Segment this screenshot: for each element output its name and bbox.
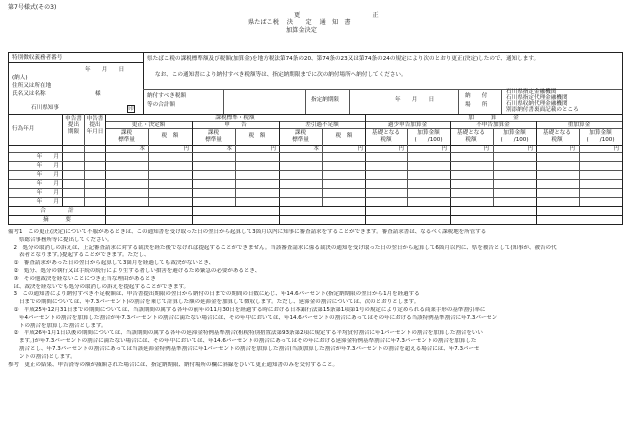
document-title <box>248 12 398 34</box>
tax-base-header-2: 標準量 <box>205 137 222 143</box>
note-line: 日までの期間については、年7.3パーセント)の割合を乗じて計算した額の延滞金を加算して徴収します。ただし、延滞金の割合については、次のとおりとします。 <box>8 299 420 306</box>
tax-total-label-2: 等の合計額 <box>147 102 175 108</box>
notes-section <box>8 229 624 369</box>
penalty-rate-header: ( /100) <box>500 137 529 143</box>
penalty-base-header-2: 税額 <box>551 137 563 143</box>
tax-base-header-2: 標準量 <box>292 137 309 143</box>
penalty-rate-header: ( /100) <box>414 137 443 143</box>
penalty-amount-header: 加算金額 <box>589 130 612 136</box>
unit-yen: 円 <box>441 146 447 152</box>
tax-base-header: 課税 <box>294 130 307 136</box>
note-line: ② 平成26年1月1日以後の期間については、当該期間の属する各年の延滞金特例基準割合(租税特別措置法第93条第2項に規定する平均貸付割合に年1パーセントの割合を加算した割合をいい <box>8 330 483 337</box>
table-row-period: 年 月 <box>36 190 59 196</box>
pay-place: 石川県収納代理金融機関 <box>506 100 568 107</box>
penalty-amount-header: 加算金額 <box>417 130 440 136</box>
unit-yen: 円 <box>270 146 276 152</box>
note-line: ① 平成25年12月31日までの期間については、当該期間の属する各年の前年の11月30日を経過する時における日本銀行法第15条第1項第1号の規定により定められる商業手形の基準割引率に <box>8 306 486 313</box>
tax-amount-header: 税 額 <box>248 133 266 139</box>
sub-nonfiling: 不申告加算金 <box>476 122 510 128</box>
deadline-date: 年 月 日 <box>395 97 435 103</box>
pay-place: 石川県指定金融機関 <box>506 89 557 95</box>
pay-places-list <box>506 90 579 113</box>
penalty-base-header-2: 税額 <box>465 137 477 143</box>
note-line: 3 この通知書により納付すべき不足税額は、申告書提出期限の翌日から納付の日までの期間の日数に応じ、年14.6パーセント(指定納期限の翌日から1月を経過する <box>8 291 420 298</box>
sub-heavy: 重加算金 <box>567 122 591 128</box>
deadline-label: 指定納期限 <box>311 97 339 103</box>
tax-base-header: 課税 <box>120 130 133 136</box>
tax-total-label-1: 納付すべき税額 <box>147 93 187 99</box>
unit-hon: 本 <box>139 146 145 152</box>
group-tax-header: 課税標準・税額 <box>215 115 255 121</box>
col-report-deadline-1: 申告書 <box>65 116 82 122</box>
unit-yen: 円 <box>527 146 533 152</box>
note-line: ① 審査請求があった日の翌日から起算して3箇月を経過しても裁決がないとき、 <box>8 260 215 267</box>
note-line: トの割合を加算した割合とします。 <box>8 322 107 329</box>
addressee-label: (納人) <box>12 75 28 81</box>
governor-label: 石川県知事 <box>31 105 59 111</box>
table-row-period: 年 月 <box>36 199 59 205</box>
note-line: ます。)が年7.3パーセントの割合に満たない場合には、その年中においては、年14.6パーセントの割合にあってはその年における延滞金特例基準割合に年7.3パーセントの割合を加算した <box>8 338 477 345</box>
total-label: 合 計 <box>40 208 74 214</box>
col-period: 行為年月 <box>12 126 35 132</box>
remarks-label: 摘 要 <box>43 217 71 223</box>
notice-date: 年 月 日 <box>85 67 125 73</box>
col-report-deadline <box>63 116 84 135</box>
title-line-1: 更 正 <box>294 12 399 19</box>
col-report-submitted <box>85 116 105 135</box>
sub-difference: 差引過不足額 <box>305 122 339 128</box>
note-line: 割合とし、年7.3パーセントの割合にあっては当該延滞金特例基準割合に年1パーセントの割合を加算した割合(当該加算した割合が年7.3パーセントの割合を超える場合には、年7.3パーセ <box>8 345 480 352</box>
table-row-period: 年 月 <box>36 163 59 169</box>
penalty-base-header: 基礎となる <box>372 130 400 136</box>
col-report-submitted-2: 提出 <box>89 122 101 129</box>
title-line-2 <box>248 19 398 26</box>
honorific: 様 <box>95 91 101 97</box>
pay-place: 石川県指定代理金融機関 <box>506 94 568 101</box>
group-penalty-header: 加 算 金 <box>468 115 519 121</box>
unit-yen: 円 <box>483 146 489 152</box>
name-label: 氏名又は名称 <box>12 91 46 97</box>
penalty-base-header: 基礎となる <box>457 130 485 136</box>
title-line-3: 加算金決定 <box>286 26 317 34</box>
address-label: 住所又は所在地 <box>12 83 52 89</box>
pay-place-label-1: 納 付 <box>465 93 488 99</box>
unit-yen: 円 <box>183 146 189 152</box>
tax-amount-header: 税 額 <box>335 133 353 139</box>
note-line: は、裁決を経ないでも処分の取消しの訴えを提起することができます。 <box>8 283 190 290</box>
unit-hon: 本 <box>313 146 319 152</box>
note-line: 表者となります。)提起することができます。ただし、 <box>8 252 150 259</box>
unit-yen: 円 <box>398 146 404 152</box>
sub-underreport: 過少申告加算金 <box>387 122 428 128</box>
col-report-deadline-3: 期限 <box>67 128 80 135</box>
unit-yen: 円 <box>569 146 575 152</box>
unit-yen: 円 <box>357 146 363 152</box>
note-line: 県総合事務所等に提出してください。 <box>8 236 113 243</box>
pay-place: 別添納付書裏面記載のところ <box>506 106 579 113</box>
note-line: ② 処分、処分の執行又は手続の続行により生ずる著しい損害を避けるため緊急の必要があるとき、 <box>8 267 261 274</box>
collector-number-label: 特別徴収義務者番号 <box>12 55 63 61</box>
notice-body-line-2: なお、この通知書により納付すべき税額等は、指定納期限までに次の納付場所へ納付してください。 <box>155 72 407 78</box>
penalty-rate-header: ( /100) <box>586 137 615 143</box>
unit-hon: 本 <box>226 146 232 152</box>
notice-body-line-1: 県たばこ税の課税標準額及び税額(加算金)を地方税法第74条の20、第74条の23又は第74条の24の規定により次のとおり更正(決定)したので、通知します。 <box>147 56 540 62</box>
unit-yen: 円 <box>613 146 619 152</box>
col-report-deadline-2: 提出 <box>67 122 80 129</box>
title-prefix: 県たばこ税 <box>248 19 279 27</box>
title-mid: 決 定 <box>286 19 312 27</box>
note-line: 年4パーセントの割合を加算した割合が年7.3パーセントの割合に満たない場合には、その年中においては、年14.6パーセントの割合にあってはその年における当該特例基準割合に年7.3パーセン <box>8 314 498 321</box>
penalty-amount-header: 加算金額 <box>503 130 526 136</box>
table-row-period: 年 月 <box>36 172 59 178</box>
col-report-submitted-3: 年月日 <box>86 128 104 135</box>
tax-base-header: 課税 <box>207 130 220 136</box>
table-row-period: 年 月 <box>36 154 59 160</box>
table-row-period: 年 月 <box>36 181 59 187</box>
pay-place-label-2: 場 所 <box>465 102 488 108</box>
note-line: 参考 更正の結果、申告済等の額が減額された場合には、指定納期限、納付場所の欄に斜線をひいて更正通知書のみを交付すること。 <box>8 361 339 368</box>
sub-revised: 更正・決定額 <box>131 122 166 128</box>
form-frame <box>8 52 623 225</box>
tax-base-header-2: 標準量 <box>118 137 135 143</box>
form-number: 第7号様式(その3) <box>8 4 57 11</box>
penalty-base-header-2: 税額 <box>380 137 392 143</box>
note-line: 備考1 この更正(決定)について不服があるときは、この通知書を受け取った日の翌日から起算して3箇月以内に知事に審査請求をすることができます。審査請求書は、なるべく課税地を所管する <box>8 229 487 235</box>
note-line: 2 処分の取消しの訴えは、上記審査請求に対する裁決を経た後でなければ提起することができません。当該審査請求に係る裁決の通知を受け取った日の翌日から起算して6箇月以内に、県を被告として(知事が、被告の代 <box>8 244 557 251</box>
col-report-submitted-1: 申告書 <box>86 116 104 122</box>
penalty-base-header: 基礎となる <box>543 130 571 136</box>
title-suffix: 通 知 書 <box>319 19 351 27</box>
note-line: ③ その他裁決を経ないことにつき正当な理由があるとき <box>8 275 156 282</box>
note-line: ントの割合)とします。 <box>8 353 76 360</box>
governor-seal: 印 <box>128 106 134 112</box>
tax-amount-header: 税 額 <box>161 133 179 139</box>
sub-declared: 申 告 <box>224 122 247 128</box>
